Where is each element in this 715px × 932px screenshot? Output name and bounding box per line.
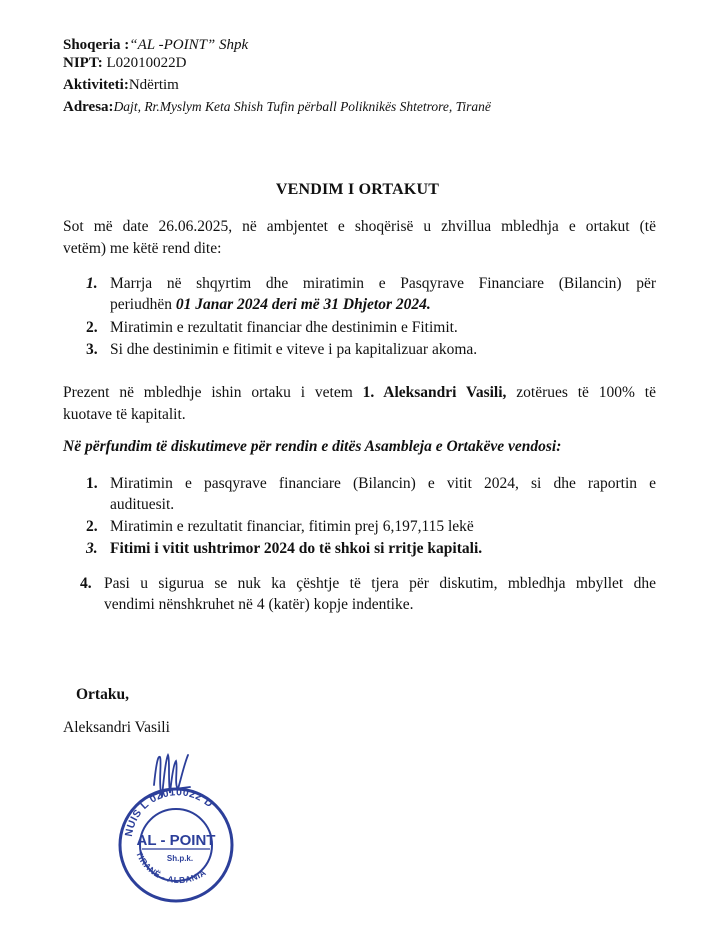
decision-number: 3. <box>86 540 98 557</box>
agenda-number: 3. <box>86 341 98 358</box>
agenda-item-1-period: 01 Janar 2024 deri më 31 Dhjetor 2024. <box>175 296 431 313</box>
intro-line-1: Sot më date 26.06.2025, në ambjentet e shoqërisë u zhvillua mbledhja e ortakut (të <box>63 218 656 235</box>
stamp-sub-text: Sh.p.k. <box>166 854 194 863</box>
decision-item-2 <box>86 516 656 537</box>
conclusion-heading: Në përfundim të diskutimeve për rendin e ditës Asambleja e Ortakëve vendosi: <box>63 438 562 455</box>
decision-item-4 <box>80 573 656 615</box>
agenda-item-1-line-1: Marrja në shqyrtim dhe miratimin e Pasqyrave Financiare (Bilancin) për <box>110 275 656 292</box>
document-title: VENDIM I ORTAKUT <box>275 181 440 198</box>
decision-item-1-line-1: Miratimin e pasqyrave financiare (Bilancin) e vitit 2024, si dhe raportin e <box>110 475 656 492</box>
present-suffix: zotërues të 100% të <box>506 384 656 401</box>
agenda-item-3-text: Si dhe destinimin e fitimit e viteve i pa kapitalizuar akoma. <box>110 341 478 358</box>
company-value: “AL -POINT” Shpk <box>129 37 249 53</box>
agenda-item-1 <box>86 273 656 315</box>
company-label: Shoqeria : <box>63 37 130 53</box>
nipt-value: L02010022D <box>102 55 187 71</box>
agenda-item-1-prefix: periudhën <box>110 296 176 313</box>
present-prefix: Prezent në mbledhje ishin ortaku i vetem <box>63 384 363 401</box>
activity-value: Ndërtim <box>128 77 179 93</box>
agenda-item-3 <box>86 339 656 360</box>
decision-item-4-line-2: vendimi nënshkruhet në 4 (katër) kopje indentike. <box>104 596 414 613</box>
activity-label: Aktiviteti: <box>63 77 129 93</box>
address-line <box>63 98 491 116</box>
company-stamp <box>110 745 240 905</box>
present-number: 1. <box>362 384 375 401</box>
activity-line <box>63 76 179 94</box>
decision-number: 2. <box>86 518 98 535</box>
svg-text:NUIS L 02010022 D <box>123 786 215 837</box>
address-label: Adresa: <box>63 99 114 115</box>
decision-item-2-text: Miratimin e rezultatit financiar, fitimin prej 6,197,115 lekë <box>110 518 474 535</box>
present-line-2: kuotave të kapitalit. <box>63 406 186 423</box>
decision-item-4-line-1: Pasi u sigurua se nuk ka çështje të tjera për diskutim, mbledhja mbyllet dhe <box>104 575 656 592</box>
stamp-bottom-text: TIRANË - ALBANIA <box>134 849 208 886</box>
agenda-number: 1. <box>86 275 98 292</box>
nipt-line <box>63 54 186 72</box>
agenda-item-2-text: Miratimin e rezultatit financiar dhe destinimin e Fitimit. <box>110 319 458 336</box>
decision-number: 1. <box>86 475 98 492</box>
decision-item-1-line-2: audituesit. <box>110 496 175 513</box>
present-paragraph <box>63 382 656 426</box>
agenda-item-2 <box>86 317 656 338</box>
decision-item-3-text: Fitimi i vitit ushtrimor 2024 do të shkoi si rritje kapitali. <box>110 540 483 557</box>
partner-name: Aleksandri Vasili, <box>374 384 507 401</box>
signature-name: Aleksandri Vasili <box>63 719 170 736</box>
stamp-top-text: NUIS L 02010022 D <box>122 786 216 838</box>
signature-role: Ortaku, <box>76 686 129 703</box>
address-value: Dajt, Rr.Myslym Keta Shish Tufin përball Poliknikës Shtetrore, Tiranë <box>113 99 491 114</box>
decision-number: 4. <box>80 575 92 592</box>
intro-line-2: vetëm) me këtë rend dite: <box>63 240 222 257</box>
decision-item-3 <box>86 538 656 559</box>
nipt-label: NIPT: <box>63 55 103 71</box>
agenda-number: 2. <box>86 319 98 336</box>
present-line-1 <box>63 382 656 404</box>
company-line <box>63 36 248 54</box>
stamp-center-text: AL - POINT <box>136 832 216 849</box>
decision-item-1 <box>86 473 656 515</box>
intro-paragraph <box>63 216 656 260</box>
